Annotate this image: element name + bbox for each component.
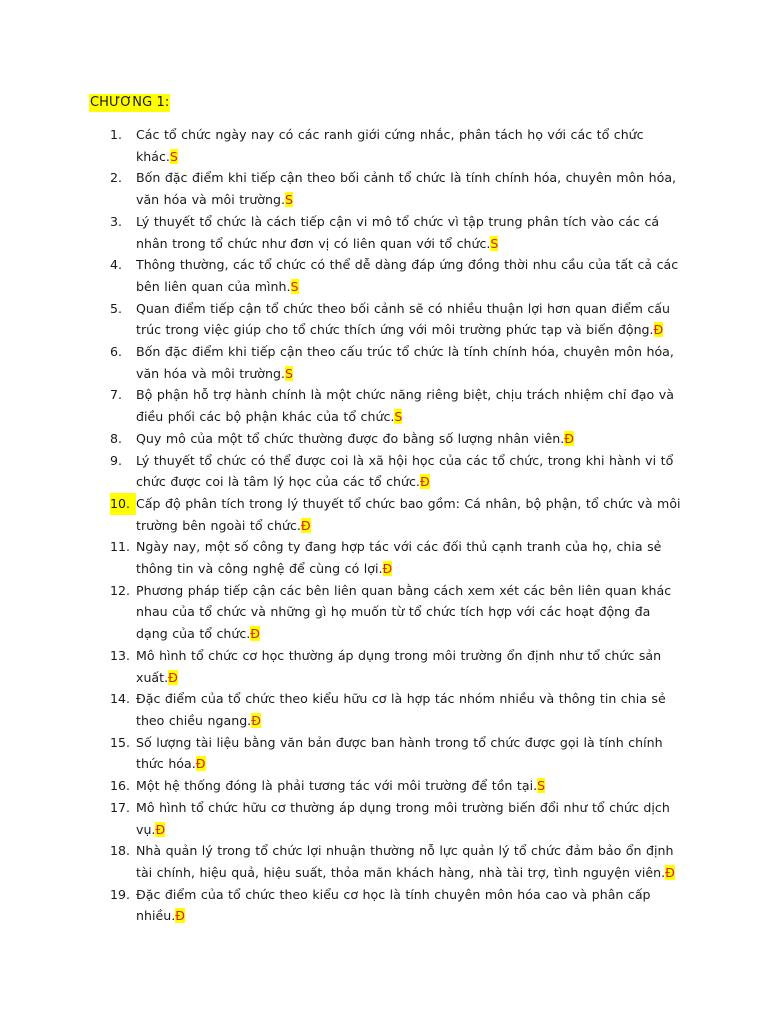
question-item bbox=[0, 254, 768, 297]
question-text bbox=[136, 211, 681, 254]
question-item bbox=[0, 384, 768, 427]
question-item bbox=[0, 428, 768, 450]
question-item bbox=[0, 884, 768, 927]
question-statement: Quan điểm tiếp cận tổ chức theo bối cảnh sẽ có nhiều thuận lợi hơn quan điểm cấu trúc trong việc giúp cho tổ chức thích ứng với môi trường phức tạp và biến động. bbox=[136, 300, 671, 338]
answer-mark: Đ bbox=[564, 430, 574, 446]
question-item bbox=[0, 840, 768, 883]
question-item bbox=[0, 211, 768, 254]
question-statement: Lý thuyết tổ chức có thể được coi là xã hội học của các tổ chức, trong khi hành vi tổ chức được coi là tâm lý học của các tổ chức. bbox=[136, 452, 674, 490]
question-statement: Thông thường, các tổ chức có thể dễ dàng đáp ứng đồng thời nhu cầu của tất cả các bên liên quan của mình. bbox=[136, 257, 679, 294]
question-item bbox=[0, 536, 768, 579]
answer-mark: Đ bbox=[300, 517, 311, 533]
question-text bbox=[136, 884, 681, 927]
answer-mark: Đ bbox=[419, 474, 430, 490]
question-number: 15. bbox=[110, 734, 131, 750]
question-statement: Nhà quản lý trong tổ chức lợi nhuận thường nỗ lực quản lý tổ chức đảm bảo ổn định tài chính, hiệu quả, hiệu suất, thỏa mãn khách hàng, nhà tài trợ, tình nguyện viên. bbox=[136, 843, 674, 880]
answer-mark: S bbox=[490, 235, 499, 251]
question-statement: Đặc điểm của tổ chức theo kiểu cơ học là tính chuyên môn hóa cao và phân cấp nhiều. bbox=[136, 886, 651, 924]
question-item bbox=[0, 688, 768, 731]
question-statement: Phương pháp tiếp cận các bên liên quan bằng cách xem xét các bên liên quan khác nhau của tổ chức và những gì họ muốn từ tổ chức tích hợp với các hoạt động đa dạng của tổ chức. bbox=[136, 582, 672, 642]
question-item bbox=[0, 797, 768, 840]
chapter-title: CHƯƠNG 1: bbox=[90, 95, 170, 110]
question-text bbox=[136, 298, 681, 341]
question-item bbox=[0, 298, 768, 341]
question-item bbox=[0, 493, 768, 536]
question-item bbox=[0, 450, 768, 493]
answer-mark: S bbox=[169, 148, 178, 164]
question-statement: Ngày nay, một số công ty đang hợp tác với các đối thủ cạnh tranh của họ, chia sẻ thông tin và công nghệ để cùng có lợi. bbox=[136, 539, 662, 577]
answer-mark: Đ bbox=[155, 821, 166, 837]
question-number: 2. bbox=[110, 170, 123, 186]
question-statement: Bốn đặc điểm khi tiếp cận theo bối cảnh tổ chức là tính chính hóa, chuyên môn hóa, văn hóa và môi trường. bbox=[136, 170, 677, 208]
question-text bbox=[136, 124, 681, 167]
question-statement: Bốn đặc điểm khi tiếp cận theo cấu trúc tổ chức là tính chính hóa, chuyên môn hóa, văn hóa và môi trường. bbox=[136, 344, 674, 381]
question-number: 4. bbox=[110, 257, 123, 273]
question-item bbox=[0, 124, 768, 167]
question-statement: Mô hình tổ chức cơ học thường áp dụng trong môi trường ổn định như tổ chức sản xuất. bbox=[136, 647, 662, 685]
question-statement: Mô hình tổ chức hữu cơ thường áp dụng trong môi trường biến đổi như tổ chức dịch vụ. bbox=[136, 799, 670, 837]
question-item bbox=[0, 732, 768, 775]
question-item bbox=[0, 580, 768, 645]
answer-mark: Đ bbox=[382, 561, 393, 577]
question-number: 8. bbox=[110, 430, 123, 446]
question-number: 3. bbox=[110, 213, 123, 229]
question-statement: Cấp độ phân tích trong lý thuyết tổ chức bao gồm: Cá nhân, bộ phận, tổ chức và môi trường bên ngoài tổ chức. bbox=[136, 495, 681, 533]
question-number: 11. bbox=[110, 539, 131, 555]
question-statement: Bộ phận hỗ trợ hành chính là một chức năng riêng biệt, chịu trách nhiệm chỉ đạo và điều phối các bộ phận khác của tổ chức. bbox=[136, 387, 674, 425]
question-number: 12. bbox=[110, 582, 131, 598]
answer-mark: S bbox=[394, 409, 403, 425]
question-text bbox=[136, 797, 681, 840]
answer-mark: Đ bbox=[653, 322, 664, 338]
question-number: 17. bbox=[110, 799, 131, 815]
answer-mark: S bbox=[537, 778, 546, 794]
answer-mark: Đ bbox=[250, 626, 261, 642]
question-text bbox=[136, 341, 681, 384]
question-list bbox=[0, 124, 768, 927]
answer-mark: Đ bbox=[195, 756, 206, 772]
question-text bbox=[136, 428, 681, 450]
question-statement: Đặc điểm của tổ chức theo kiểu hữu cơ là hợp tác nhóm nhiều và thông tin chia sẻ theo chiều ngang. bbox=[136, 691, 666, 728]
question-statement: Lý thuyết tổ chức là cách tiếp cận vi mô tổ chức vì tập trung phân tích vào các cá nhân trong tổ chức như đơn vị có liên quan với tổ chức. bbox=[136, 213, 660, 251]
question-text bbox=[136, 536, 681, 579]
question-number: 10. bbox=[110, 493, 136, 515]
question-statement: Số lượng tài liệu bằng văn bản được ban hành trong tổ chức được gọi là tính chính thức hóa. bbox=[136, 734, 663, 772]
question-item bbox=[0, 645, 768, 688]
answer-mark: S bbox=[285, 192, 293, 208]
answer-mark: S bbox=[290, 278, 299, 294]
question-statement: Các tổ chức ngày nay có các ranh giới cứng nhắc, phân tách họ với các tổ chức khác. bbox=[136, 127, 644, 164]
question-text bbox=[136, 450, 681, 493]
question-item bbox=[0, 341, 768, 384]
answer-mark: Đ bbox=[175, 908, 185, 924]
question-number: 16. bbox=[110, 778, 131, 794]
question-text bbox=[136, 580, 681, 645]
question-number: 6. bbox=[110, 344, 123, 360]
question-number: 19. bbox=[110, 886, 131, 902]
question-number: 9. bbox=[110, 452, 123, 468]
question-text bbox=[136, 840, 681, 883]
question-text bbox=[136, 167, 681, 210]
question-text bbox=[136, 384, 681, 427]
question-statement: Quy mô của một tổ chức thường được đo bằng số lượng nhân viên. bbox=[136, 430, 565, 446]
answer-mark: Đ bbox=[665, 864, 675, 880]
answer-mark: S bbox=[285, 365, 293, 381]
question-text bbox=[136, 645, 681, 688]
question-number: 14. bbox=[110, 691, 131, 707]
question-text bbox=[136, 254, 681, 297]
question-item bbox=[0, 775, 768, 797]
question-text bbox=[136, 493, 681, 536]
answer-mark: Đ bbox=[168, 669, 178, 685]
question-text bbox=[136, 688, 681, 731]
question-number: 13. bbox=[110, 647, 131, 663]
question-number: 18. bbox=[110, 843, 131, 859]
question-number: 1. bbox=[110, 127, 123, 142]
question-item bbox=[0, 167, 768, 210]
question-number: 5. bbox=[110, 300, 123, 316]
question-text bbox=[136, 732, 681, 775]
question-text bbox=[136, 775, 681, 797]
question-number: 7. bbox=[110, 387, 123, 403]
question-statement: Một hệ thống đóng là phải tương tác với môi trường để tồn tại. bbox=[136, 778, 538, 794]
answer-mark: Đ bbox=[251, 712, 261, 728]
